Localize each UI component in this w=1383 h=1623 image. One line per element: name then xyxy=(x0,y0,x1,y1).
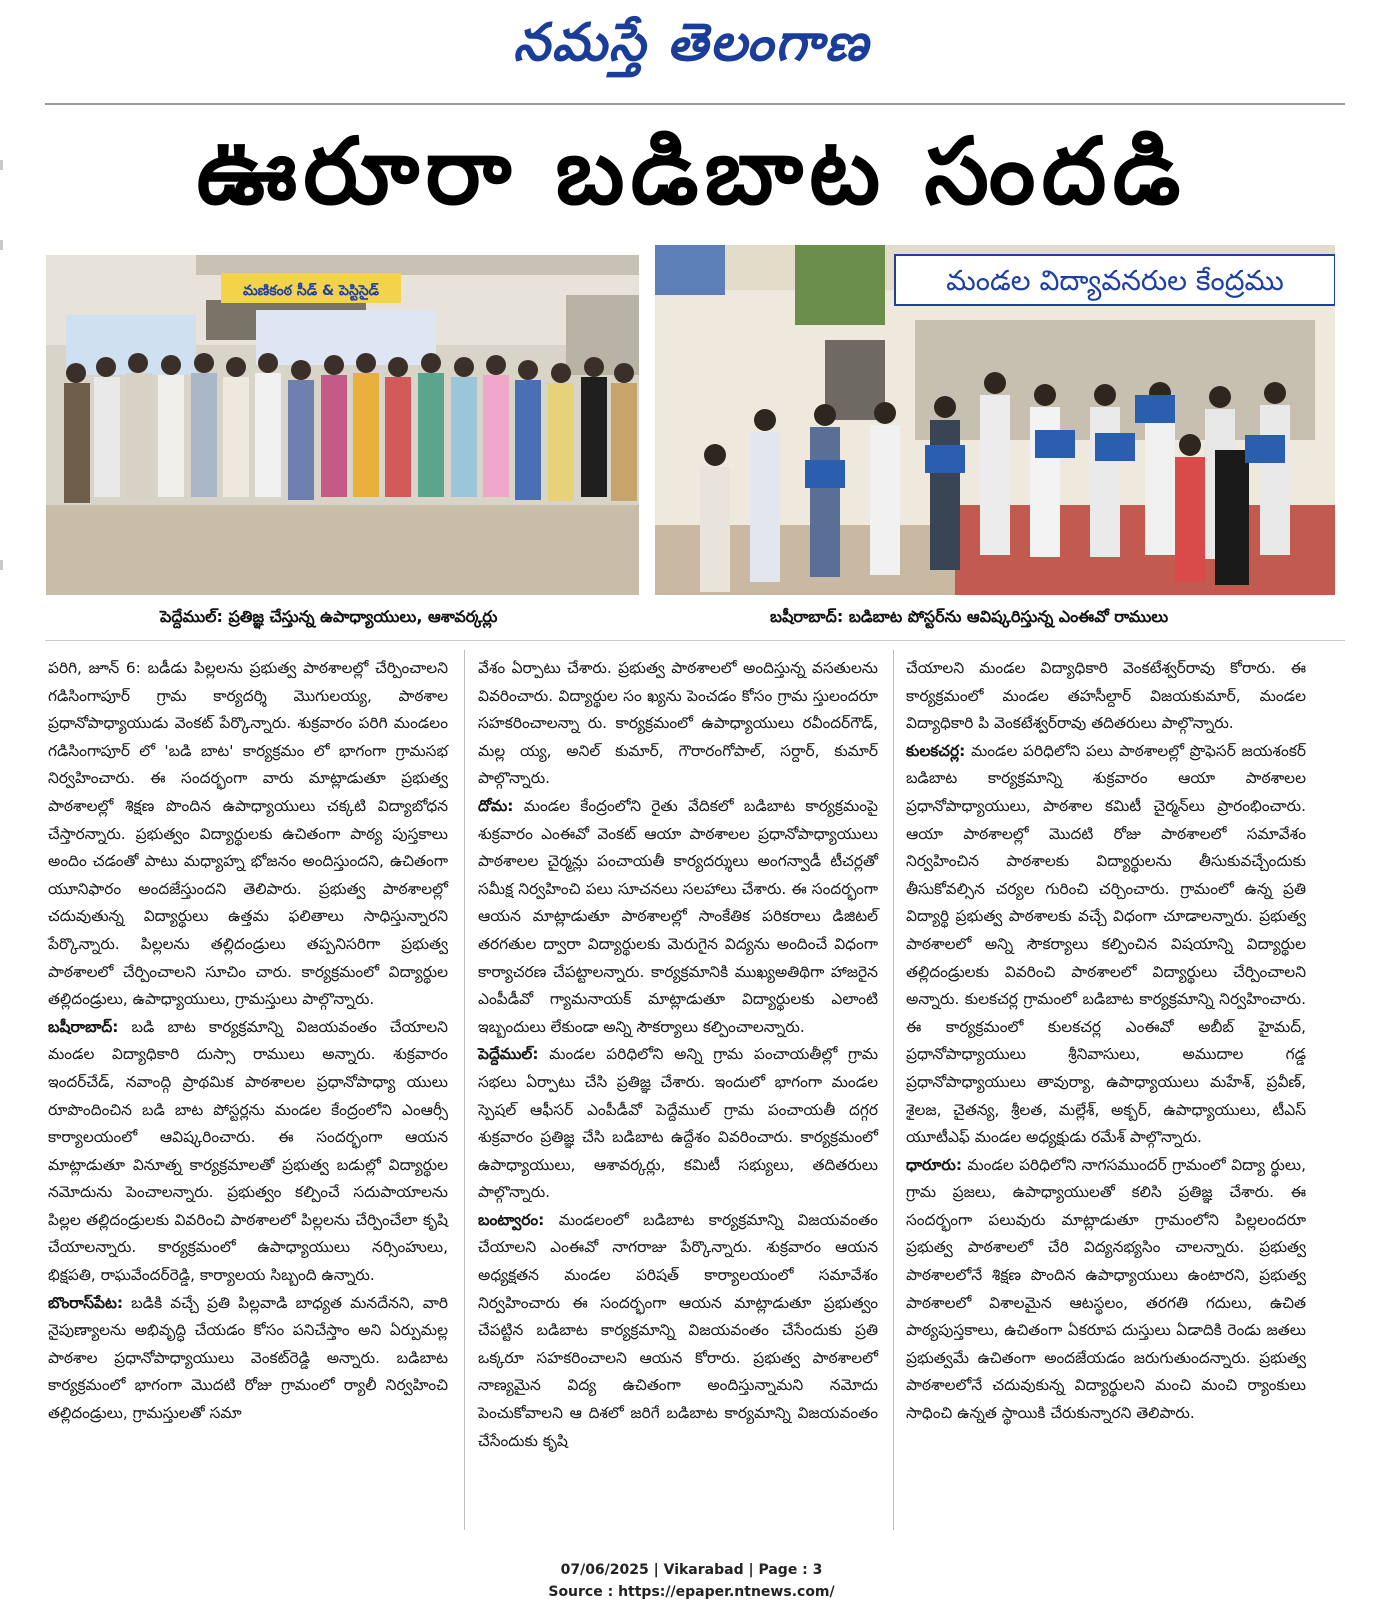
paragraph-text: వేశం ఏర్పాటు చేశారు. ప్రభుత్వ పాఠశాలలో అందిస్తున్న వసతులను వివరించారు. విద్యార్థుల సం ఖ్యను పెంచడం కోసం గ్రామ స్తులందరూ సహకరించాలన్నా రు. కార్యక్రమంలో ఉపాధ్యాయులు రవీందర్‌గౌడ్, మల్ల య్య, అనిల్ కుమార్, గౌరారంగోపాల్, సర్దార్, కుమార్ పాల్గొన్నారు. xyxy=(478,659,878,788)
paragraph xyxy=(478,793,878,1041)
dateline: దోమ: xyxy=(478,796,514,815)
paragraph-text: మండలంలో బడిబాట కార్యక్రమాన్ని విజయవంతం చేయాలని ఎంఈవో నాగరాజు పేర్కొన్నారు. శుక్రవారం ఆయన అధ్యక్షతన మండల పరిషత్ కార్యాలయంలో సమావేశం నిర్వహించారు ఈ సందర్భంగా ఆయన మాట్లాడుతూ ప్రభుత్వం చేపట్టిన బడిబాట కార్యక్రమాన్ని విజయవంతం చేసేందుకు ప్రతి ఒక్కరూ సహకరించాలని ఆయన కోరారు. ప్రభుత్వ పాఠశాలలో నాణ్యమైన విద్య ఉచితంగా అందిస్తున్నామని నమోదు పెంచుకోవాలని ఆ దిశలో జరిగే బడిబాట కార్యమాన్ని విజయవంతం చేసేందుకు కృషి xyxy=(478,1210,878,1450)
paragraph xyxy=(906,655,1306,738)
building-sign-text: మండల విద్యావనరుల కేంద్రము xyxy=(946,264,1284,297)
dateline: బషీరాబాద్: xyxy=(48,1017,119,1036)
paragraph-text: బడికి వచ్చే ప్రతి పిల్లవాడి బాధ్యత మనదేనని, వారి నైపుణ్యాలను అభివృద్ధి చేయడం కోసం పనిచేస్తాం అని ఏర్పుమల్ల పాఠశాల ప్రధానోపాధ్యాయులు వెంకట్‌రెడ్డి అన్నారు. బడిబాట కార్యక్రమంలో భాగంగా మొదటి రోజు గ్రామంలో ర్యాలీ నిర్వహించి తల్లిదండ్రులు, గ్రామస్తులతో సమా xyxy=(48,1293,448,1423)
paragraph xyxy=(48,655,448,1014)
masthead-title: నమస్తే తెలంగాణ xyxy=(513,12,870,73)
paragraph xyxy=(48,1290,448,1428)
dateline: పెద్దేముల్: xyxy=(478,1045,539,1064)
dateline: ధారూరు: xyxy=(906,1155,963,1174)
article-column-2 xyxy=(478,655,878,1455)
caption-place: బషీరాబాద్: xyxy=(770,607,844,626)
dateline: బంట్వారం: xyxy=(478,1210,545,1229)
caption-text: ప్రతిజ్ఞ చేస్తున్న ఉపాధ్యాయులు, ఆశావర్కర్లు xyxy=(228,607,498,626)
dateline: కులకచర్ల: xyxy=(906,741,966,760)
paragraph-text: పరిగి, జూన్ 6: బడీడు పిల్లలను ప్రభుత్వ పాఠశాలల్లో చేర్పించాలని గడిసింగాపూర్ గ్రామ కార్యదర్శి మొగులయ్య, పాఠశాల ప్రధానోపాధ్యాయుడు వెంకట్ పేర్కొన్నారు. శుక్రవారం పరిగి మండలం గడిసింగాపూర్ లో 'బడి బాట' కార్యక్రమం లో భాగంగా గ్రామసభ నిర్వహించారు. ఈ సందర్భంగా వారు మాట్లాడుతూ ప్రభుత్వ పాఠశాలల్లో శిక్షణ పొందిన ఉపాధ్యాయులు చక్కటి విద్యాబోధన చేస్తారన్నారు. ప్రభుత్వం విద్యార్థులకు ఉచితంగా పాఠ్య పుస్తకాలు అందిం చడంతో పాటు మధ్యాహ్న భోజనం అందిస్తుందని, ఉచితంగా యూనిఫారం అందజేస్తుందని తెలిపారు. ప్రభుత్వ పాఠశాలల్లో చదువుతున్న విద్యార్థులు ఉత్తమ ఫలితాలు సాధిస్తున్నారని పేర్కొన్నారు. పిల్లలను తల్లిదండ్రులు తప్పనిసరిగా ప్రభుత్వ పాఠశాలలో చేర్పించాలని సూచిం చారు. కార్యక్రమంలో విద్యార్థుల తల్లిదండ్రులు, ఉపాధ్యాయులు, గ్రామస్తులు పాల్గొన్నారు. xyxy=(48,659,448,1009)
paragraph-text: మండల కేంద్రంలోని రైతు వేదికలో బడిబాట కార్యక్రమంపై శుక్రవారం ఎంఈవో వెంకట్ ఆయా పాఠశాలల ప్రధానోపాధ్యాయులు పాఠశాలల చైర్మన్లు పంచాయతీ కార్యదర్శులు అంగన్వాడీ టీచర్లతో సమీక్ష నిర్వహించి పలు సూచనలు సలహాలు చేశారు. ఈ సందర్భంగా ఆయన మాట్లాడుతూ పాఠశాలల్లో సాంకేతిక పరికరాలు డిజిటల్ తరగతుల ద్వారా విద్యార్థులకు మెరుగైన విద్యను అందించే విధంగా కార్యాచరణ చేపట్టాలన్నారు. కార్యక్రమానికి ముఖ్యఅతిథిగా హాజరైన ఎంపీడీవో గ్యామనాయక్ మాట్లాడుతూ విద్యార్థులకు ఎలాంటి ఇబ్బందులు లేకుండా అన్ని సౌకర్యాలు కల్పించాలన్నారు. xyxy=(478,796,878,1036)
column-divider xyxy=(464,650,465,1530)
paragraph-text: చేయాలని మండల విద్యాధికారి వెంకటేశ్వర్‌రావు కోరారు. ఈ కార్యక్రమంలో మండల తహసీల్దార్ విజయకుమార్, మండల విద్యాధికారి పి వెంకటేశ్వర్‌రావు తదితరులు పాల్గొన్నారు. xyxy=(906,659,1306,733)
photo-caption-basheerabad xyxy=(770,607,1168,630)
caption-text: బడిబాట పోస్టర్‌ను ఆవిష్కరిస్తున్న ఎంఈవో రాములు xyxy=(848,607,1169,626)
paragraph xyxy=(478,655,878,793)
photo-caption-pedhemul xyxy=(160,607,497,630)
paragraph xyxy=(478,1207,878,1455)
dateline: బొంరాస్‌పేట: xyxy=(48,1293,123,1312)
paragraph-text: మండల పరిధిలోని పలు పాఠశాలల్లో ప్రొఫెసర్ జయశంకర్ బడిబాట కార్యక్రమాన్ని శుక్రవారం ఆయా పాఠశాలల ప్రధానోపాధ్యాయులు, పాఠశాల కమిటీ చైర్మన్‌లు ప్రారంభించారు. ఆయా పాఠశాలల్లో మొదటి రోజు పాఠశాలలో సమావేశం నిర్వహించిన పాఠశాలకు విద్యార్థులను తీసుకువచ్చేందుకు తీసుకోవల్సిన చర్యల గురించి చర్చించారు. గ్రామంలో ఉన్న ప్రతి విద్యార్థి ప్రభుత్వ పాఠశాలకు వచ్చే విధంగా చూడాలన్నారు. ప్రభుత్వ పాఠశాలలో అన్ని సౌకర్యాలు కల్పించిన విషయాన్ని విద్యార్థుల తల్లిదండ్రులకు వివరించి పాఠశాలలో విద్యార్థులు చేర్పించాలని అన్నారు. కులకచర్ల గ్రామంలో బడిబాట కార్యక్రమాన్ని నిర్వహించారు. ఈ కార్యక్రమంలో కులకచర్ల ఎంఈవో అబీబ్ హైమద్, ప్రధానోపాధ్యాయులు శ్రీనివాసులు, అముదాల గడ్డ ప్రధానోపాధ్యాయులు తావుర్యా, ఉపాధ్యాయులు మహేశ్, ప్రవీణ్, శైలజ, చైతన్య, శ్రీలత, మల్లేశ్, అక్బర్, ఉపాధ్యాయులు, టీఎస్ యూటీఎఫ్ మండల అధ్యక్షుడు రమేశ్ పాల్గొన్నారు. xyxy=(906,741,1306,1147)
masthead-rule xyxy=(45,103,1345,105)
article-column-1 xyxy=(48,655,448,1428)
paragraph xyxy=(906,1152,1306,1428)
paragraph-text: మండల పరిధిలోని నాగసముందర్ గ్రామంలో విద్యా ర్థులు, గ్రామ ప్రజలు, ఉపాధ్యాయులతో కలిసి ప్రతిజ్ఞ చేశారు. ఈ సందర్భంగా పలువురు మాట్లాడుతూ గ్రామంలోని పిల్లలందరూ ప్రభుత్వ పాఠశాలలో చేరి విద్యనభ్యసిం చాలన్నారు. ప్రభుత్వ పాఠశాలలోనే శిక్షణ పొందిన ఉపాధ్యాయులు ఉంటారని, ప్రభుత్వ పాఠశాలలో విశాలమైన ఆటస్థలం, తరగతి గదులు, ఉచిత పాఠ్యపుస్తకాలు, ఉచితంగా ఏకరూప దుస్తులు ఏడాదికి రెండు జతలు ప్రభుత్వమే ఉచితంగా అందజేయడం జరుగుతుందన్నారు. ప్రభుత్వ పాఠశాలలోనే చదువుకున్న విద్యార్థులని మంచి మంచి ర్యాంకులు సాధించి ఉన్నత స్థాయికి చేరుకున్నారని తెలిపారు. xyxy=(906,1155,1306,1423)
paragraph xyxy=(48,1014,448,1290)
article-column-3 xyxy=(906,655,1306,1428)
photo-pedhemul xyxy=(46,255,639,595)
paragraph-text: మండల పరిధిలోని అన్ని గ్రామ పంచాయతీల్లో గ్రామ సభలు ఏర్పాటు చేసి ప్రతిజ్ఞ చేశారు. ఇందులో భాగంగా మండల స్పెషల్ ఆఫీసర్ ఎంపీడీవో పెద్దేముల్ గ్రామ పంచాయతీ దగ్గర శుక్రవారం ప్రతిజ్ఞ చేసి బడిబాట ఉద్దేశం వివరించారు. కార్యక్రమంలో ఉపాధ్యాయులు, ఆశావర్కర్లు, కమిటీ సభ్యులు, తదితరులు పాల్గొన్నారు. xyxy=(478,1045,878,1202)
footer-dateline: 07/06/2025 | Vikarabad | Page : 3 xyxy=(560,1562,823,1578)
paragraph-text: బడి బాట కార్యక్రమాన్ని విజయవంతం చేయాలని మండల విద్యాధికారి దుస్సా రాములు అన్నారు. శుక్రవారం ఇందర్‌చేడ్, నవాంద్గి ప్రాథమిక పాఠశాలల ప్రధానోపాధ్యా యులు రూపొందించిన బడి బాట పోస్టర్లను మండల కేంద్రంలోని ఎంఆర్సీ కార్యాలయంలో ఆవిష్కరించారు. ఈ సందర్భంగా ఆయన మాట్లాడుతూ వినూత్న కార్యక్రమాలతో ప్రభుత్వ బడుల్లో విద్యార్థుల నమోదును పెంచాలన్నారు. ప్రభుత్వం కల్పించే సదుపాయాలను పిల్లల తల్లిదండ్రులకు వివరించి పాఠశాలలో పిల్లలను చేర్పించేలా కృషి చేయాలన్నారు. కార్యక్రమంలో ఉపాధ్యాయులు నర్సింహులు, భిక్షపతి, రాఘవేందర్‌రెడ్డి, కార్యాలయ సిబ్బంది ఉన్నారు. xyxy=(48,1017,448,1285)
column-divider xyxy=(893,650,894,1530)
margin-mark xyxy=(0,560,3,570)
margin-mark xyxy=(0,240,3,250)
shop-sign-text: మణికంఠ సీడ్ & పెస్టిసైడ్ xyxy=(242,283,380,299)
caption-place: పెద్దేముల్: xyxy=(160,607,223,626)
footer-source: Source : https://epaper.ntnews.com/ xyxy=(548,1584,835,1600)
margin-mark xyxy=(0,160,3,170)
headline: ఊరూరా బడిబాట సందడి xyxy=(196,118,1187,225)
photo-basheerabad xyxy=(655,245,1335,595)
paragraph xyxy=(906,738,1306,1152)
caption-rule xyxy=(45,640,1345,641)
paragraph xyxy=(478,1041,878,1207)
